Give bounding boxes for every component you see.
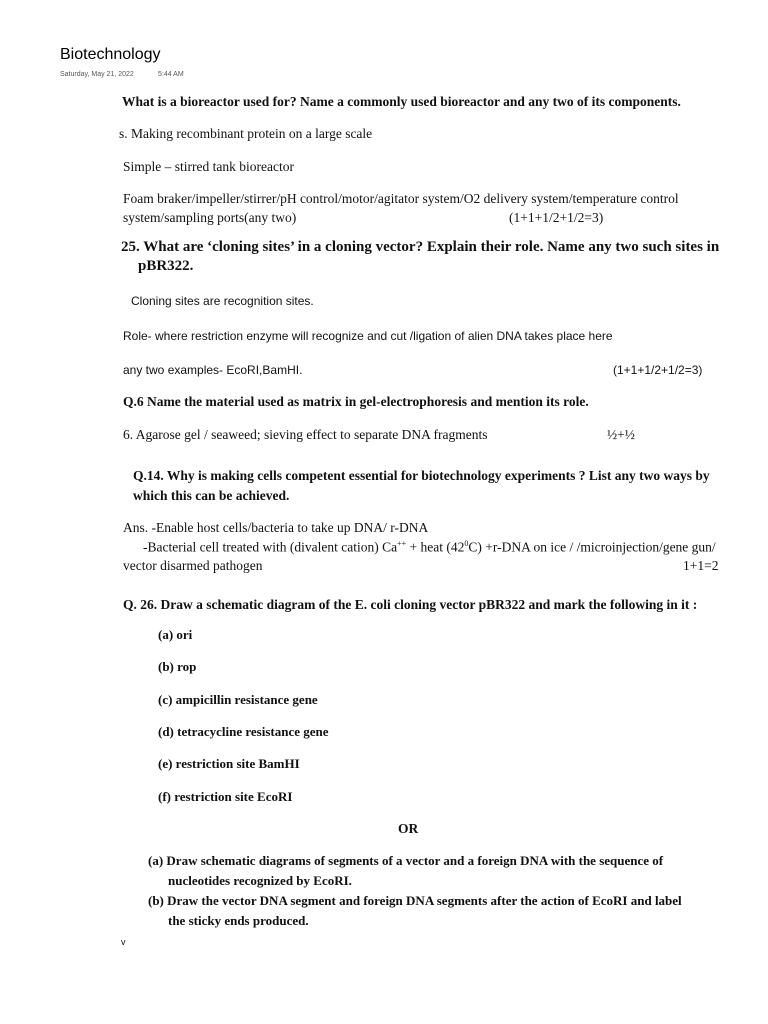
q26-alt-a: (a) Draw schematic diagrams of segments of a vector and a foreign DNA with the sequence of bbox=[148, 853, 664, 868]
q26-alt-b: (b) Draw the vector DNA segment and foreign DNA segments after the action of EcoRI and label bbox=[148, 893, 682, 908]
page-time: 5:44 AM bbox=[158, 71, 184, 78]
q14-marks: 1+1=2 bbox=[683, 558, 719, 573]
q14-answer-3: vector disarmed pathogen bbox=[123, 558, 263, 573]
q26-item-tetracycline: (d) tetracycline resistance gene bbox=[158, 724, 329, 739]
q26-question: Q. 26. Draw a schematic diagram of the E. coli cloning vector pBR322 and mark the following in it : bbox=[123, 597, 698, 612]
q26-alt-b-cont: the sticky ends produced. bbox=[168, 913, 309, 928]
bioreactor-answer-components-cont: system/sampling ports(any two) bbox=[123, 210, 297, 225]
bioreactor-answer-use: s. Making recombinant protein on a large scale bbox=[119, 126, 373, 141]
q25-answer-definition: Cloning sites are recognition sites. bbox=[131, 294, 314, 308]
q6-question: Q.6 Name the material used as matrix in gel-electrophoresis and mention its role. bbox=[123, 394, 589, 409]
q6-marks: ½+½ bbox=[607, 427, 635, 442]
q14-answer-1: Ans. -Enable host cells/bacteria to take up DNA/ r-DNA bbox=[123, 520, 429, 535]
q26-item-ecori: (f) restriction site EcoRI bbox=[158, 789, 293, 804]
q26-item-ampicillin: (c) ampicillin resistance gene bbox=[158, 692, 318, 707]
q25-answer-examples: any two examples- EcoRI,BamHI. bbox=[123, 363, 303, 377]
q14-question: Q.14. Why is making cells competent essential for biotechnology experiments ? List any two ways by bbox=[133, 468, 710, 483]
q26-item-ori: (a) ori bbox=[158, 627, 193, 642]
bioreactor-answer-type: Simple – stirred tank bioreactor bbox=[123, 159, 294, 174]
q25-question-cont: pBR322. bbox=[138, 258, 194, 274]
bioreactor-marks: (1+1+1/2+1/2=3) bbox=[509, 210, 604, 225]
q25-question: 25. What are ‘cloning sites’ in a cloning vector? Explain their role. Name any two such sites in bbox=[121, 239, 720, 255]
page-title: Biotechnology bbox=[60, 46, 161, 63]
page-date: Saturday, May 21, 2022 bbox=[60, 71, 134, 78]
q14-question-cont: which this can be achieved. bbox=[133, 488, 290, 503]
q26-or-separator: OR bbox=[398, 821, 419, 836]
q26-alt-a-cont: nucleotides recognized by EcoRI. bbox=[168, 873, 352, 888]
bioreactor-question: What is a bioreactor used for? Name a commonly used bioreactor and any two of its components. bbox=[122, 94, 681, 109]
q25-marks: (1+1+1/2+1/2=3) bbox=[613, 363, 703, 377]
footer-mark: v bbox=[121, 937, 126, 947]
q25-answer-role: Role- where restriction enzyme will recognize and cut /ligation of alien DNA takes place here bbox=[123, 329, 613, 343]
q14-answer-2: -Bacterial cell treated with (divalent cation) Ca++ + heat $(42^0C) +r-DNA$ on ice / /microinjection/gene gun/ bbox=[143, 539, 716, 555]
bioreactor-answer-components: Foam braker/impeller/stirrer/pH control/motor/agitator system/O2 delivery system/temperature control bbox=[123, 191, 679, 206]
q6-answer: 6. Agarose gel / seaweed; sieving effect to separate DNA fragments bbox=[123, 427, 488, 442]
q26-item-rop: (b) rop bbox=[158, 659, 197, 674]
q26-item-bamhi: (e) restriction site BamHI bbox=[158, 756, 300, 771]
